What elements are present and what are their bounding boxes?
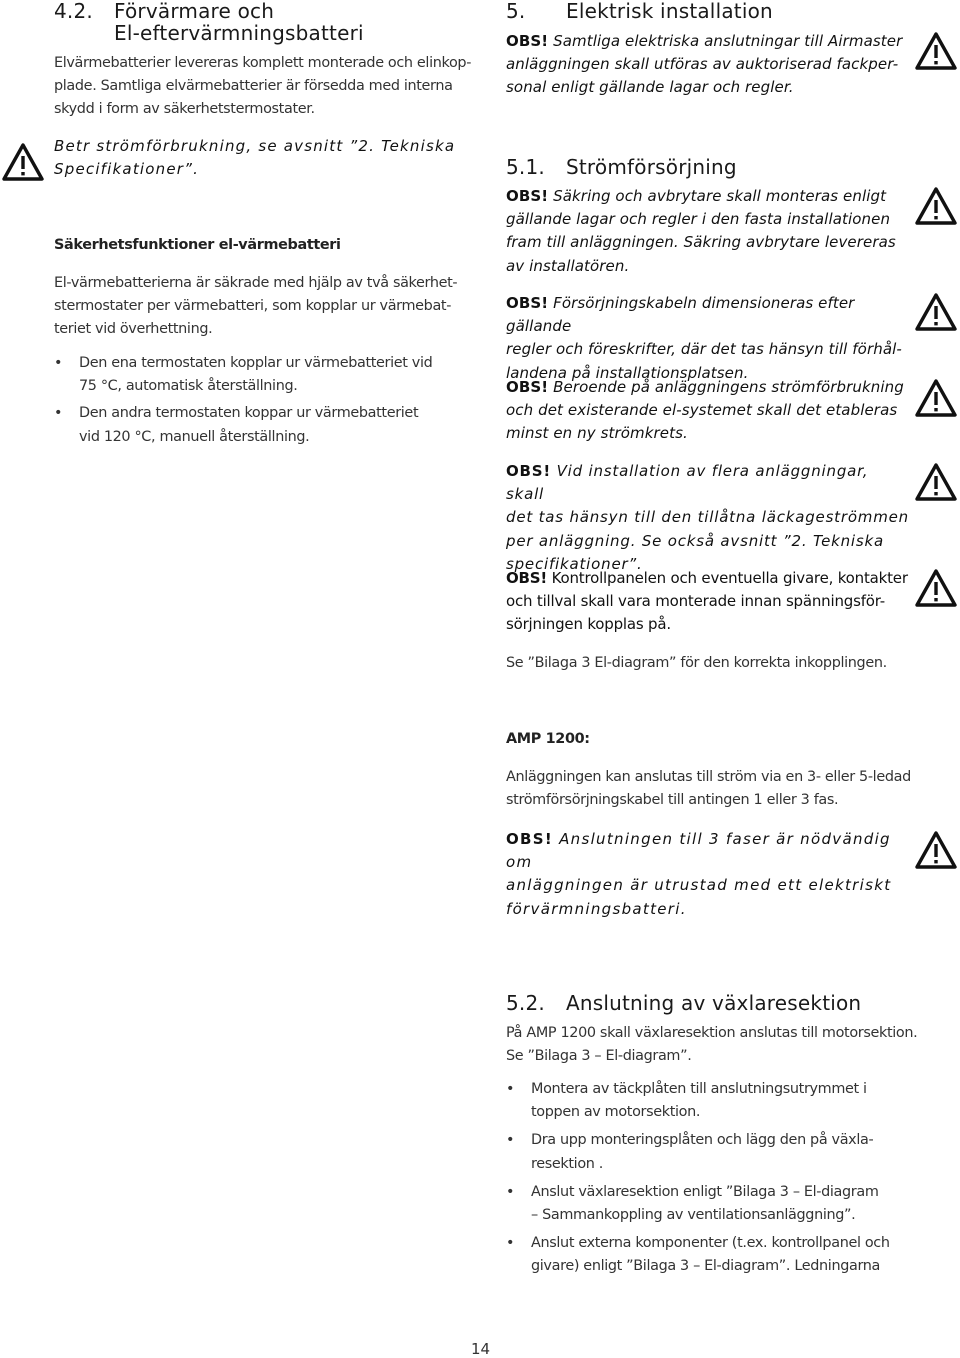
list-item <box>54 352 474 398</box>
safety-heading: Säkerhetsfunktioner el-värmebatteri <box>54 237 341 253</box>
text-line: Elvärmebatterier levereras komplett monterade och elinkop- <box>54 55 472 71</box>
text-line: skydd i form av säkerhetstermostater. <box>54 101 315 118</box>
page-number: 14 <box>471 1340 491 1358</box>
obs-note-authorized <box>506 30 911 100</box>
text-span: Beroende på anläggningens strömförbrukning <box>548 378 904 396</box>
warning-triangle-icon <box>914 186 958 226</box>
text-line: Anläggningen kan anslutas till ström via en 3- eller 5-ledad <box>506 769 911 785</box>
section-5-heading <box>506 0 926 24</box>
text-line: strömförsörjningskabel till antingen 1 eller 3 fas. <box>506 792 839 809</box>
obs-note-cable <box>506 292 911 385</box>
obs-label: OBS! <box>506 294 549 312</box>
text-line: per anläggning. Se också avsnitt ”2. Tekniska <box>506 531 884 550</box>
obs-label: OBS! <box>506 378 549 396</box>
text-line: På AMP 1200 skall växlaresektion anslutas till motorsektion. <box>506 1025 918 1041</box>
list-item <box>506 1129 926 1175</box>
section-5-2-bullet-list <box>506 1078 926 1279</box>
text-line <box>506 460 911 506</box>
text-line: stermostater per värmebatteri, som kopplar ur värmebat- <box>54 298 452 315</box>
text-line: givare) enligt ”Bilaga 3 – El-diagram”. Ledningarna <box>531 1258 881 1275</box>
section-number: 5.1. <box>506 155 545 179</box>
obs-note-fuse <box>506 185 911 278</box>
section-title: Elektrisk installation <box>566 0 773 23</box>
text-line: 75 °C, automatisk återställning. <box>79 378 298 395</box>
warning-triangle-icon <box>914 378 958 418</box>
section-number: 4.2. <box>54 0 93 23</box>
text-span: Försörjningskabeln dimensioneras efter gällande <box>506 294 855 336</box>
obs-note-circuit <box>506 376 911 446</box>
section-title: Strömförsörjning <box>566 155 737 179</box>
list-item <box>506 1078 926 1124</box>
text-line: • Anslut växlaresektion enligt ”Bilaga 3 – El-diagram <box>531 1183 879 1200</box>
section-5-1-heading <box>506 156 926 180</box>
section-4-2-intro <box>54 52 474 122</box>
obs-label: OBS! <box>506 32 549 50</box>
obs-label: OBS! <box>506 830 554 848</box>
text-line: • Den ena termostaten kopplar ur värmebatteriet vid <box>79 355 433 371</box>
text-line <box>506 185 911 208</box>
section-5-2-intro <box>506 1022 936 1068</box>
text-line: toppen av motorsektion. <box>531 1104 701 1121</box>
text-line: det tas hänsyn till den tillåtna läckageströmmen <box>506 508 909 527</box>
text-line: regler och föreskrifter, där det tas hänsyn till förhål- <box>506 340 902 359</box>
text-line: resektion . <box>531 1155 604 1172</box>
text-line: fram till anläggningen. Säkring avbrytare levereras <box>506 233 896 252</box>
text-line: teriet vid överhettning. <box>54 321 213 338</box>
list-item <box>506 1181 926 1227</box>
list-item <box>506 1232 926 1278</box>
warning-triangle-icon <box>914 830 958 870</box>
warning-triangle-icon <box>914 568 958 608</box>
text-line: • Den andra termostaten koppar ur värmebatteriet <box>79 405 419 422</box>
warning-triangle-icon <box>914 462 958 502</box>
section-4-2-heading <box>54 0 454 46</box>
amp-paragraph <box>506 766 926 812</box>
text-line: sörjningen kopplas på. <box>506 615 671 634</box>
text-span: Kontrollpanelen och eventuella givare, kontakter <box>547 569 908 587</box>
obs-label: OBS! <box>506 187 549 205</box>
text-line: och det existerande el-systemet skall det etableras <box>506 401 898 420</box>
safety-bullet-list <box>54 352 474 449</box>
obs-note-control-panel <box>506 567 911 637</box>
text-line: anläggningen är utrustad med ett elektriskt <box>506 876 892 895</box>
section-title: Anslutning av växlaresektion <box>566 991 862 1015</box>
obs-note-leakage <box>506 460 911 576</box>
text-span: Säkring och avbrytare skall monteras enligt <box>548 187 887 205</box>
text-line: minst en ny strömkrets. <box>506 424 688 443</box>
amp-heading: AMP 1200: <box>506 731 590 747</box>
obs-note-three-phase <box>506 828 911 921</box>
text-line <box>506 30 911 53</box>
section-number: 5. <box>506 0 526 23</box>
text-line: och tillval skall vara monterade innan spänningsför- <box>506 592 885 611</box>
safety-paragraph <box>54 272 474 342</box>
text-line: landena på installationsplatsen. <box>506 363 749 382</box>
warning-triangle-icon <box>914 31 958 71</box>
text-line <box>506 567 911 590</box>
text-span: Vid installation av flera anläggningar, skall <box>506 462 869 504</box>
warning-triangle-icon <box>1 142 45 182</box>
text-line: specifikationer”. <box>506 554 643 573</box>
consumption-note <box>54 135 474 181</box>
text-line: El-värmebatterierna är säkrade med hjälp av två säkerhet- <box>54 275 458 291</box>
text-line <box>506 292 911 338</box>
section-5-2-heading <box>506 992 926 1016</box>
text-line: av installatören. <box>506 256 630 275</box>
text-line: sonal enligt gällande lagar och regler. <box>506 78 794 97</box>
text-line: anläggningen skall utföras av auktoriserad fackper- <box>506 55 899 74</box>
warning-triangle-icon <box>914 292 958 332</box>
section-number: 5.2. <box>506 991 545 1015</box>
text-line: gällande lagar och regler i den fasta installationen <box>506 210 891 229</box>
obs-label: OBS! <box>506 569 548 587</box>
text-line <box>506 376 911 399</box>
diagram-reference: Se ”Bilaga 3 El-diagram” för den korrekta inkopplingen. <box>506 655 887 671</box>
text-line: förvärmningsbatteri. <box>506 899 687 918</box>
text-span: Anslutningen till 3 faser är nödvändig om <box>506 830 891 872</box>
list-item <box>54 402 474 448</box>
text-line: vid 120 °C, manuell återställning. <box>79 428 310 445</box>
text-line: • Dra upp monteringsplåten och lägg den på växla- <box>531 1132 874 1149</box>
text-line <box>506 828 911 874</box>
text-line: – Sammankoppling av ventilationsanläggning”. <box>531 1207 856 1224</box>
text-line: • Anslut externa komponenter (t.ex. kontrollpanel och <box>531 1235 890 1252</box>
text-line: • Montera av täckplåten till anslutningsutrymmet i <box>531 1081 867 1097</box>
text-line: Se ”Bilaga 3 – El-diagram”. <box>506 1048 692 1065</box>
text-line: plade. Samtliga elvärmebatterier är försedda med interna <box>54 78 453 95</box>
text-line: Betr strömförbrukning, se avsnitt ”2. Tekniska <box>54 137 456 155</box>
text-line: Specifikationer”. <box>54 160 200 179</box>
section-title-line2: El-eftervärmningsbatteri <box>114 21 364 45</box>
obs-label: OBS! <box>506 462 552 480</box>
text-span: Samtliga elektriska anslutningar till Airmaster <box>548 32 903 50</box>
section-title-line1: Förvärmare och <box>114 0 275 23</box>
